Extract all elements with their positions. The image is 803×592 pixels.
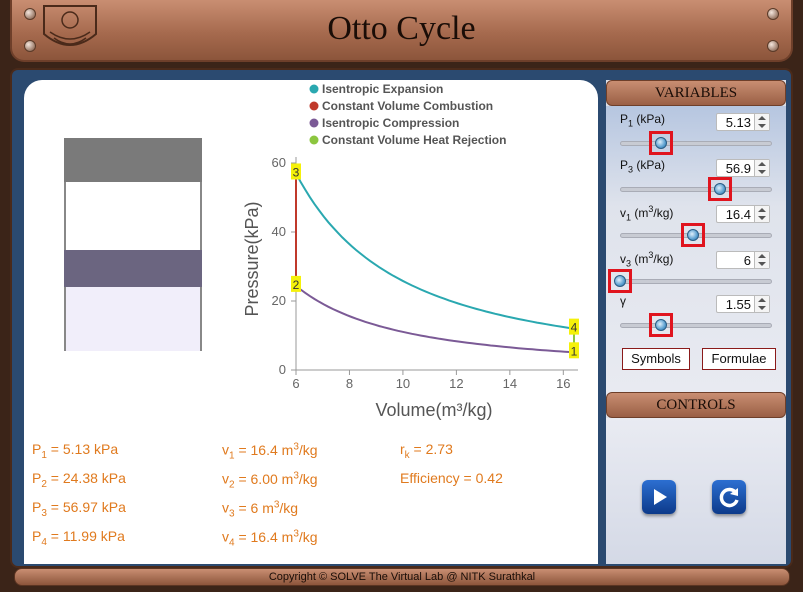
formulae-button[interactable]: Formulae (702, 348, 776, 370)
legend-label: Isentropic Compression (322, 116, 460, 130)
variable-spinbox[interactable] (716, 159, 770, 177)
control-panel (606, 80, 786, 564)
y-tick-label: 20 (271, 293, 286, 308)
variable-slider-thumb[interactable] (708, 177, 732, 201)
spin-up-icon[interactable] (758, 208, 766, 212)
legend-label: Constant Volume Heat Rejection (322, 133, 507, 147)
cylinder-gas-chamber (64, 182, 202, 250)
slider-knob-icon[interactable] (687, 229, 699, 241)
variable-slider-thumb[interactable] (608, 269, 632, 293)
screw-icon (24, 8, 36, 20)
variable-slider-track[interactable] (620, 187, 772, 192)
result-v3: $v_3 = 6$ $m^3/kg$ (222, 499, 299, 520)
slider-knob-icon[interactable] (655, 137, 667, 149)
variable-spinbox[interactable] (716, 113, 770, 131)
x-tick-label: 8 (345, 376, 354, 391)
variable-spinbox[interactable] (716, 251, 770, 269)
variable-slider-track[interactable] (620, 323, 772, 328)
variable-value[interactable]: 56.9 (725, 161, 751, 176)
pv-chart (230, 84, 590, 424)
page-title: Otto Cycle (327, 10, 476, 47)
x-tick-label: 12 (449, 376, 464, 391)
variable-label: $v_1$ $(m^3/kg)$ (620, 204, 674, 223)
result-p3: $P_3 = 56.97$ kPa (32, 499, 126, 519)
legend-label: Isentropic Expansion (322, 84, 444, 96)
variable-label: $P_1$ (kPa) (620, 112, 666, 129)
controls-header (606, 392, 786, 418)
variable-label: $P_3$ (kPa) (620, 158, 666, 175)
slider-knob-icon[interactable] (614, 275, 626, 287)
state-point-label: 4 (570, 320, 578, 335)
result-v1: $v_1 = 16.4$ $m^3/kg$ (222, 441, 318, 462)
x-axis-label: Volume(m³/kg) (375, 400, 493, 420)
legend-marker (310, 102, 319, 111)
legend-label: Constant Volume Combustion (322, 99, 494, 113)
result-p2: $P_2 = 24.38$ kPa (32, 470, 126, 490)
screw-icon (24, 40, 36, 52)
variables-header (606, 80, 786, 106)
variable-slider-thumb[interactable] (649, 313, 673, 337)
y-tick-label: 60 (271, 155, 286, 170)
variables-title: VARIABLES (654, 85, 738, 101)
spin-up-icon[interactable] (758, 298, 766, 302)
cylinder-lower (64, 287, 202, 351)
spin-up-icon[interactable] (758, 116, 766, 120)
variable-value[interactable]: 1.55 (725, 297, 751, 312)
spin-buttons[interactable] (754, 160, 769, 176)
variable-spinbox[interactable] (716, 205, 770, 223)
slider-knob-icon[interactable] (655, 319, 667, 331)
reset-icon (712, 480, 746, 514)
spin-down-icon[interactable] (758, 124, 766, 128)
result-v2: $v_2 = 6.00$ $m^3/kg$ (222, 470, 318, 491)
play-icon (642, 480, 676, 514)
state-point-label: 3 (292, 165, 300, 180)
x-tick-label: 16 (556, 376, 571, 391)
variable-label: γ (620, 294, 626, 308)
reset-button[interactable] (712, 480, 746, 514)
x-tick-label: 6 (292, 376, 300, 391)
symbols-button[interactable]: Symbols (622, 348, 690, 370)
y-tick-label: 0 (278, 362, 286, 377)
spin-buttons[interactable] (754, 252, 769, 268)
spin-down-icon[interactable] (758, 216, 766, 220)
variable-slider-track[interactable] (620, 141, 772, 146)
cylinder-head (64, 138, 202, 182)
spin-down-icon[interactable] (758, 170, 766, 174)
variable-spinbox[interactable] (716, 295, 770, 313)
header-bar (10, 0, 793, 62)
legend-marker (310, 119, 319, 128)
isentropic-expansion-curve (296, 174, 574, 329)
spin-buttons[interactable] (754, 114, 769, 130)
controls-body (606, 418, 786, 564)
variable-value[interactable]: 5.13 (725, 115, 751, 130)
controls-title: CONTROLS (656, 397, 736, 413)
spin-up-icon[interactable] (758, 162, 766, 166)
y-tick-label: 40 (271, 224, 286, 239)
slider-knob-icon[interactable] (714, 183, 726, 195)
copyright-text: Copyright © SOLVE The Virtual Lab @ NITK Surathkal (268, 571, 536, 583)
spin-buttons[interactable] (754, 206, 769, 222)
result-p4: $P_4 = 11.99$ kPa (32, 528, 125, 548)
spin-down-icon[interactable] (758, 262, 766, 266)
variable-slider-track[interactable] (620, 279, 772, 284)
variable-slider-thumb[interactable] (681, 223, 705, 247)
state-point-label: 2 (292, 277, 300, 292)
variable-value[interactable]: 16.4 (725, 207, 751, 222)
piston (64, 250, 202, 287)
result-efficiency: Efficiency = 0.42 (400, 470, 503, 486)
chart-legend (310, 84, 507, 147)
variable-value[interactable]: 6 (743, 253, 751, 268)
play-button[interactable] (642, 480, 676, 514)
spin-up-icon[interactable] (758, 254, 766, 258)
result-v4: $v_4 = 16.4$ $m^3/kg$ (222, 528, 318, 549)
spin-buttons[interactable] (754, 296, 769, 312)
spin-down-icon[interactable] (758, 306, 766, 310)
legend-marker (310, 85, 319, 94)
state-point-label: 1 (570, 344, 578, 359)
result-rk: $r_k = 2.73$ (400, 441, 453, 461)
legend-marker (310, 136, 319, 145)
variable-slider-thumb[interactable] (649, 131, 673, 155)
x-tick-label: 14 (502, 376, 518, 391)
result-p1: $P_1 = 5.13$ kPa (32, 441, 119, 461)
screw-icon (767, 8, 779, 20)
footer-bar (14, 568, 790, 586)
x-tick-label: 10 (395, 376, 411, 391)
y-axis-label: Pressure(kPa) (242, 201, 262, 317)
variable-label: $v_3$ $(m^3/kg)$ (620, 250, 674, 269)
screw-icon (767, 40, 779, 52)
